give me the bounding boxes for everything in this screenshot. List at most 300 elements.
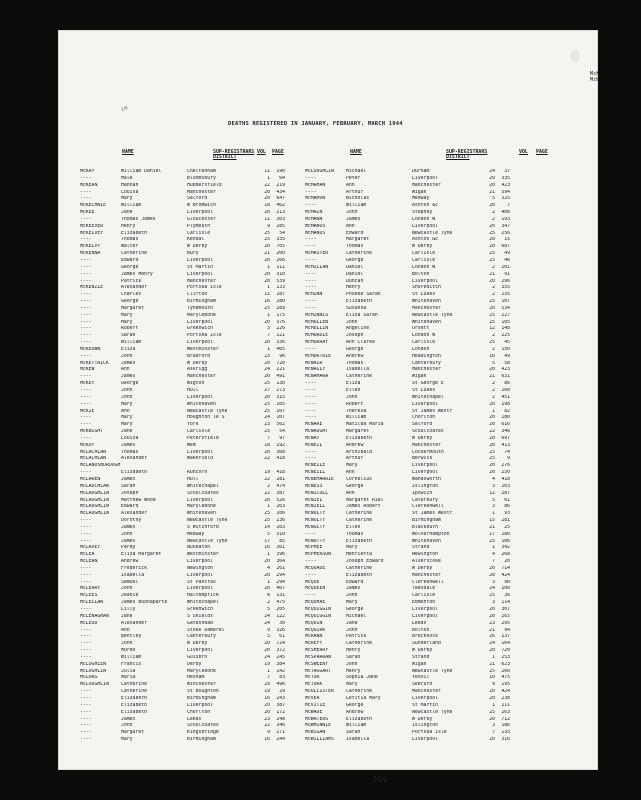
entry-forename: Arthur — [346, 456, 364, 462]
entry-district: Caterbury — [412, 497, 438, 503]
register-row — [305, 559, 510, 566]
entry-vol: 25 — [264, 511, 270, 517]
entry-forename: Joseph — [346, 333, 364, 339]
entry-surname: ---- — [80, 723, 92, 729]
entry-district: Manchester — [412, 182, 441, 188]
header-district-right: SUP-REGISTRARS DISTRICT — [446, 149, 488, 160]
entry-district: Westminster — [187, 552, 219, 558]
entry-forename: Ann — [346, 223, 355, 229]
entry-page: 250 — [501, 470, 510, 476]
entry-page: 225 — [501, 333, 510, 339]
entry-forename: Catherine — [346, 689, 372, 695]
entry-surname: ---- — [80, 702, 92, 708]
entry-vol: 25 — [489, 319, 495, 325]
entry-page: 281 — [501, 518, 510, 524]
entry-vol: 20 — [264, 572, 270, 578]
entry-vol: 2 — [492, 292, 495, 298]
entry-vol: 18 — [264, 442, 270, 448]
entry-surname: McPHERSON — [305, 552, 331, 558]
entry-surname: McLOGHLIN — [80, 668, 106, 674]
entry-forename: Phoebe Sarah — [346, 292, 381, 298]
entry-surname: McLAUCHLAN — [80, 483, 109, 489]
register-row — [305, 539, 510, 546]
header-page-right: PAGE — [536, 149, 548, 155]
entry-vol: 11 — [264, 292, 270, 298]
entry-surname: McNOLTY — [305, 511, 326, 517]
entry-surname: McKNIGHT — [80, 429, 104, 435]
entry-district: Whitechapel — [187, 483, 219, 489]
entry-district: Manchester — [412, 305, 441, 311]
entry-vol: 17 — [264, 538, 270, 544]
entry-page: 712 — [501, 716, 510, 722]
entry-surname: McMURRAY — [305, 340, 329, 346]
entry-page: 253 — [501, 654, 510, 660]
entry-page: 705 — [276, 244, 285, 250]
entry-surname: ---- — [80, 422, 92, 428]
register-row — [80, 518, 285, 525]
register-row — [80, 675, 285, 682]
entry-surname: McNARE — [305, 422, 323, 428]
entry-forename: Mary — [121, 737, 133, 743]
entry-forename: Margaret — [121, 305, 145, 311]
entry-surname: ---- — [305, 401, 317, 407]
entry-district: Gateshead — [187, 620, 213, 626]
entry-surname: ---- — [80, 641, 92, 647]
register-row — [80, 285, 285, 292]
entry-forename: Edward — [121, 504, 139, 510]
register-row — [305, 299, 510, 306]
entry-vol: 20 — [489, 305, 495, 311]
entry-surname: McLANDSBOROUGH — [80, 463, 121, 469]
entry-vol: 20 — [264, 449, 270, 455]
entry-vol: 25 — [264, 408, 270, 414]
entry-surname: ---- — [80, 278, 92, 284]
entry-district: Whitehaven — [412, 319, 441, 325]
entry-surname: McKIE — [80, 408, 95, 414]
entry-forename: Ellen — [346, 524, 361, 530]
entry-surname: ---- — [80, 305, 92, 311]
entry-forename: Sarah — [346, 654, 361, 660]
entry-page: 85 — [279, 538, 285, 544]
entry-district: Newcastle Tyne — [412, 312, 453, 318]
register-row — [305, 682, 510, 689]
entry-forename: Ann — [346, 182, 355, 188]
register-row — [305, 477, 510, 484]
entry-page: 203 — [276, 504, 285, 510]
register-row — [305, 333, 510, 340]
entry-forename: Elizabeth — [121, 702, 147, 708]
entry-district: Liverpool — [187, 572, 213, 578]
entry-forename: Eliza Sarah — [346, 312, 378, 318]
entry-district: Kendal — [187, 237, 205, 243]
register-row — [305, 210, 510, 217]
entry-page: 623 — [501, 661, 510, 667]
entry-surname: McLAUGHLIN — [80, 511, 109, 517]
entry-vol: 25 — [489, 251, 495, 257]
register-row — [305, 224, 510, 231]
entry-vol: 20 — [264, 340, 270, 346]
entry-surname: ---- — [80, 737, 92, 743]
entry-vol: 25 — [489, 312, 495, 318]
entry-surname: ---- — [80, 716, 92, 722]
entry-district: Durham — [412, 169, 430, 174]
entry-district: London W — [412, 216, 436, 222]
register-row — [305, 580, 510, 587]
entry-district: W Derby — [187, 244, 208, 250]
entry-forename: Nicholas — [346, 196, 370, 202]
entry-page: 294 — [276, 579, 285, 585]
entry-surname: McLOUGHLIN — [305, 169, 334, 174]
register-row — [305, 313, 510, 320]
entry-vol: 22 — [489, 429, 495, 435]
entry-surname: ---- — [80, 216, 92, 222]
entry-page: 107 — [276, 415, 285, 421]
entry-district: Liverpool — [412, 470, 438, 476]
entry-forename: George — [346, 607, 364, 612]
register-row — [305, 518, 510, 525]
entry-district: St Lukes — [412, 388, 436, 393]
entry-surname: McKELVY — [80, 244, 101, 250]
register-row — [80, 552, 285, 559]
entry-surname: McQUHAE — [305, 600, 326, 606]
entry-page: 376 — [276, 319, 285, 325]
entry-district: Portsea Isle — [412, 730, 447, 736]
entry-vol: 1 — [492, 408, 495, 414]
entry-forename: Daniel — [346, 264, 364, 270]
entry-surname: ---- — [80, 572, 92, 578]
entry-vol: 25 — [489, 449, 495, 455]
entry-page: 261 — [276, 565, 285, 571]
entry-page: 335 — [276, 237, 285, 243]
entry-surname: McQUIGGIN — [305, 613, 331, 619]
entry-page: 200 — [276, 251, 285, 257]
entry-surname: McLACHLAN — [80, 449, 106, 455]
entry-district: Bolton — [412, 627, 430, 633]
entry-surname: McNOLTY — [305, 518, 326, 524]
entry-page: 526 — [276, 497, 285, 503]
entry-vol: 20 — [489, 695, 495, 701]
register-row — [305, 409, 510, 416]
entry-district: St Martin — [412, 702, 438, 708]
register-row — [80, 470, 285, 477]
right-column — [305, 169, 510, 744]
entry-page: 111 — [276, 264, 285, 270]
entry-forename: Catherine — [346, 518, 372, 524]
entry-vol: 25 — [264, 381, 270, 387]
entry-vol: 5 — [267, 326, 270, 332]
entry-forename: James — [121, 442, 136, 448]
entry-surname: McLEA — [80, 552, 95, 558]
entry-district: Newcastle Tyne — [187, 408, 228, 414]
entry-forename: James Robert — [346, 504, 381, 510]
entry-forename: John — [346, 627, 358, 633]
entry-district: Greenwich — [187, 607, 213, 612]
entry-district: Islington — [412, 723, 438, 729]
entry-district: Tynemouth — [187, 305, 213, 311]
entry-vol — [259, 463, 270, 470]
entry-district: Liverpool — [412, 463, 438, 469]
entry-district: W Derby — [412, 435, 433, 441]
entry-district: Blackburn — [412, 524, 438, 530]
entry-surname: ---- — [305, 285, 317, 291]
register-row — [305, 244, 510, 251]
entry-page: 423 — [501, 182, 510, 188]
entry-surname: McLEAN — [80, 559, 98, 565]
entry-surname: ---- — [80, 175, 92, 181]
entry-surname: ---- — [80, 654, 92, 660]
entry-page: 15 — [504, 237, 510, 243]
register-row — [80, 354, 285, 361]
entry-forename: Robert — [121, 326, 139, 332]
entry-vol: 1 — [267, 312, 270, 318]
entry-surname: McNEMARRIE — [305, 476, 334, 482]
entry-district: Manchester — [187, 278, 216, 284]
entry-forename: Robert — [346, 401, 364, 407]
entry-surname: McMANUS — [305, 230, 326, 236]
entry-district: Carlisle — [187, 230, 211, 236]
entry-page: 647 — [276, 196, 285, 202]
entry-vol: 20 — [489, 175, 495, 181]
entry-district: Wigton — [187, 381, 205, 387]
entry-vol: 21 — [489, 271, 495, 277]
entry-district: W Bromwich — [187, 203, 216, 209]
entry-page: 346 — [276, 723, 285, 729]
entry-vol: 2 — [492, 381, 495, 387]
entry-page: 7 — [507, 203, 510, 209]
entry-vol: 9 — [267, 730, 270, 736]
entry-vol: 20 — [264, 586, 270, 592]
entry-district: Nuneaton — [187, 545, 211, 551]
entry-surname: McLAUGHLIN — [80, 490, 109, 496]
register-row — [80, 272, 285, 279]
register-row — [80, 436, 285, 443]
entry-forename: Mary — [346, 545, 358, 551]
entry-surname: ---- — [80, 565, 92, 571]
entry-vol: 9 — [492, 682, 495, 688]
entry-forename: Jane — [121, 429, 133, 435]
entry-page: 105 — [276, 401, 285, 407]
entry-vol: 12 — [489, 490, 495, 496]
register-row — [80, 203, 285, 210]
entry-surname: ---- — [80, 695, 92, 701]
entry-district: Birmingham — [187, 695, 216, 701]
entry-forename: George — [346, 257, 364, 263]
entry-district: Derby — [187, 661, 202, 667]
entry-vol: 20 — [489, 435, 495, 441]
entry-district: Newington — [412, 552, 438, 558]
entry-forename: Catherine — [346, 511, 372, 517]
register-row — [305, 251, 510, 258]
entry-district: Liverpool — [187, 586, 213, 592]
register-row — [80, 696, 285, 703]
entry-forename: Murdo — [121, 648, 136, 654]
entry-surname: McWIGAN — [305, 730, 326, 736]
entry-forename: Matilda Maria — [346, 422, 384, 428]
entry-vol: 18 — [264, 203, 270, 209]
entry-district: Stoke Damerel — [187, 627, 225, 633]
entry-vol: 1 — [267, 346, 270, 352]
entry-district: St Lukes — [412, 292, 436, 298]
entry-district: W Derby — [412, 648, 433, 654]
register-row — [80, 532, 285, 539]
entry-district: Islington — [412, 483, 438, 489]
entry-page: 201 — [501, 264, 510, 270]
entry-surname: ---- — [305, 394, 317, 400]
register-row — [80, 395, 285, 402]
entry-page: 451 — [501, 394, 510, 400]
entry-vol: 24 — [264, 613, 270, 619]
entry-page: 265 — [501, 613, 510, 619]
entry-page: 260 — [501, 388, 510, 393]
entry-page: 298 — [501, 401, 510, 407]
register-row — [80, 710, 285, 717]
entry-surname: McKELVEY — [80, 230, 104, 236]
entry-forename: George — [121, 299, 139, 305]
entry-forename: Catherine — [121, 251, 147, 257]
register-row — [80, 484, 285, 491]
entry-district: Petersfield — [187, 435, 219, 441]
entry-surname: McQUIRK — [305, 627, 326, 633]
entry-forename: Patrick — [121, 278, 142, 284]
entry-vol: 20 — [264, 360, 270, 366]
entry-forename: James — [121, 374, 136, 380]
entry-district: W Derby — [412, 716, 433, 722]
entry-surname: McNESS — [305, 483, 323, 489]
entry-forename: Jeanie — [121, 593, 139, 599]
entry-forename: Cornelius — [346, 476, 372, 482]
entry-vol: 20 — [489, 689, 495, 695]
register-row — [305, 237, 510, 244]
entry-vol: 21 — [489, 661, 495, 667]
entry-forename: Isabella — [121, 572, 145, 578]
entry-vol: 17 — [489, 531, 495, 537]
entry-surname: ---- — [80, 415, 92, 421]
entry-surname: McQUIN — [305, 620, 323, 626]
entry-forename: Ann Clarke — [346, 340, 375, 346]
register-row — [305, 600, 510, 607]
register-row — [80, 614, 285, 621]
entry-forename: Thomas — [121, 237, 139, 243]
register-row — [80, 326, 285, 333]
entry-forename: John — [121, 531, 133, 537]
entry-vol: 25 — [264, 429, 270, 435]
entry-district: Runcorn — [187, 470, 208, 476]
register-row — [305, 552, 510, 559]
entry-surname: McMULLEN — [305, 319, 329, 325]
register-row — [305, 511, 510, 518]
register-row — [305, 169, 510, 176]
entry-page: 227 — [501, 312, 510, 318]
entry-surname: ---- — [80, 607, 92, 612]
entry-forename: James — [121, 524, 136, 530]
entry-forename: Angeline — [346, 326, 370, 332]
entry-surname: ---- — [305, 572, 317, 578]
entry-page: 213 — [276, 210, 285, 216]
entry-surname: ---- — [305, 271, 317, 277]
entry-district: Bolton — [412, 271, 430, 277]
entry-district: St James Westr — [412, 511, 453, 517]
entry-district: Clerkenwell — [412, 504, 444, 510]
entry-district: Carlisle — [187, 429, 211, 435]
entry-vol: 11 — [264, 216, 270, 222]
entry-vol: 20 — [489, 470, 495, 476]
entry-vol: 8 — [267, 593, 270, 599]
entry-district: Marylebone — [187, 668, 216, 674]
entry-vol: 21 — [264, 251, 270, 257]
entry-district: Liverpool — [412, 737, 438, 743]
entry-forename: Elizabeth — [346, 435, 372, 441]
entry-surname: McLAVEY — [80, 545, 101, 551]
entry-page: 172 — [276, 709, 285, 715]
entry-surname: McNAMARA — [305, 374, 329, 380]
entry-page: 273 — [276, 388, 285, 393]
entry-forename: William — [346, 723, 367, 729]
entry-forename: Theresa — [346, 408, 367, 414]
entry-page: 280 — [501, 531, 510, 537]
entry-district: Whitehaven — [412, 538, 441, 544]
entry-vol: 4 — [492, 476, 495, 482]
entry-district: Chorlton — [412, 415, 436, 421]
entry-surname: McMURDIE — [305, 333, 329, 339]
entry-surname: ---- — [305, 244, 317, 250]
entry-vol: 25 — [489, 257, 495, 263]
entry-vol: 16 — [264, 299, 270, 305]
entry-page: 315 — [276, 394, 285, 400]
entry-surname: ---- — [305, 456, 317, 462]
entry-page: 103 — [276, 524, 285, 530]
entry-district: W Derby — [412, 244, 433, 250]
register-row — [80, 463, 285, 470]
register-row — [305, 436, 510, 443]
entry-page: 424 — [501, 689, 510, 695]
register-row — [305, 703, 510, 710]
entry-vol: 20 — [264, 394, 270, 400]
register-row — [80, 723, 285, 730]
entry-forename: Mary — [121, 401, 133, 407]
entry-page: 271 — [276, 730, 285, 736]
entry-vol: 23 — [264, 716, 270, 722]
entry-page: 221 — [276, 367, 285, 373]
entry-surname: ---- — [305, 593, 317, 599]
entry-page: 720 — [501, 648, 510, 654]
entry-vol: 1 — [267, 175, 270, 181]
entry-forename: Charles — [121, 292, 142, 298]
entry-vol: 9 — [267, 223, 270, 229]
register-row — [305, 573, 510, 580]
entry-surname: McLELLAN — [80, 600, 104, 606]
scan-mark: 1/4 — [120, 104, 129, 114]
entry-district: Manchester — [187, 189, 216, 195]
register-row — [80, 265, 285, 272]
entry-forename: George — [121, 264, 139, 270]
register-row — [305, 641, 510, 648]
entry-page: 54 — [279, 429, 285, 435]
entry-page: 287 — [501, 490, 510, 496]
entry-vol: 2 — [492, 216, 495, 222]
entry-district: Carlisle — [412, 251, 436, 257]
entry-district: Newington — [187, 565, 213, 571]
entry-vol: 2 — [492, 285, 495, 291]
entry-vol: 25 — [489, 299, 495, 305]
entry-page: 346 — [501, 429, 510, 435]
entry-page: 594 — [501, 189, 510, 195]
entry-surname: McQUIGGIN — [305, 607, 331, 612]
entry-district: Birmingham — [187, 299, 216, 305]
register-row — [80, 402, 285, 409]
entry-district: Liverpool — [412, 613, 438, 619]
entry-forename: Pardy — [121, 545, 136, 551]
register-row — [80, 313, 285, 320]
